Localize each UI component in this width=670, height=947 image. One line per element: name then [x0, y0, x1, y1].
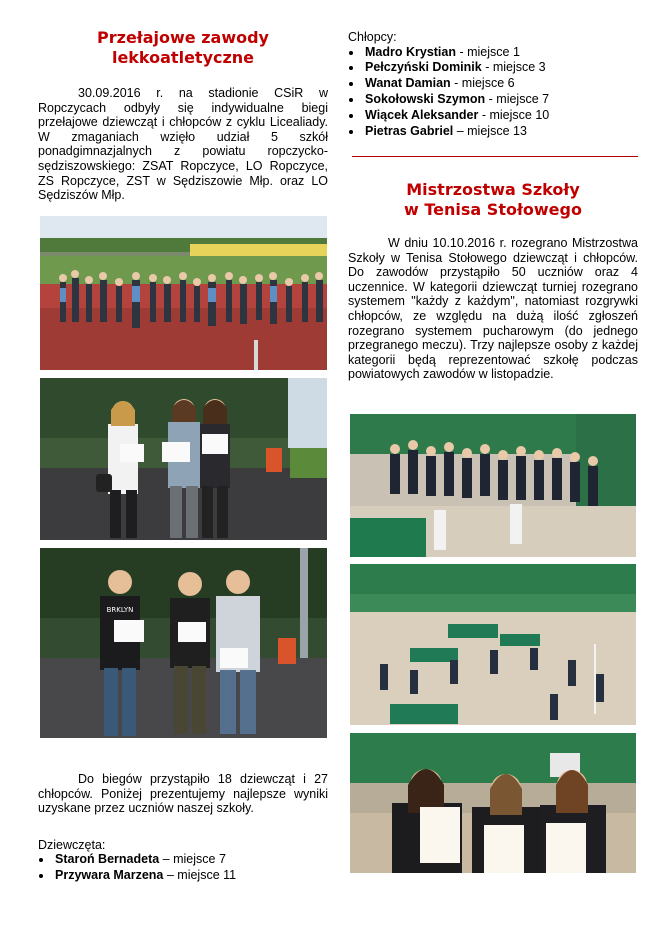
left-column-bottom	[38, 772, 328, 884]
cross-country-title-line1: Przełajowe zawody	[97, 28, 269, 47]
cross-country-intro: 30.09.2016 r. na stadionie CSiR w Ropczycach odbyły się indywidualne biegi przełajowe dziewcząt i chłopców z cyklu Licealiady. W zmaganiach wzięło udział 5 szkół ponadgimnazjalnych z powiatu ropczycko-sędziszowskiego: ZSAT Ropczyce, LO Ropczyce, ZS Ropczyce, ZST w Sędziszowie Młp. oraz LO Sędziszów Młp.	[38, 86, 328, 203]
gym-group-photo	[350, 414, 636, 557]
girls-results-list	[38, 852, 328, 884]
table-tennis-title-line2: w Tenisa Stołowego	[404, 200, 582, 219]
list-item: • Pełczyński Dominik - miejsce 3	[363, 60, 638, 76]
girls-diplomas-photo	[40, 378, 327, 540]
list-item: • Madro Krystian - miejsce 1	[363, 45, 638, 61]
table-tennis-title-line1: Mistrzostwa Szkoły	[406, 180, 580, 199]
boys-heading: Chłopcy:	[348, 30, 397, 44]
table-tennis-intro: W dniu 10.10.2016 r. rozegrano Mistrzostwa Szkoły w Tenisa Stołowego dziewcząt i chłopców. Do zawodów przystąpiło 50 uczniów oraz 4 uczennice. W kategorii dziewcząt turniej rozegrano systemem "każdy z każdym", natomiast rozgrywki chłopców, ze względu na dużą ilość zgłoszeń rozegrano systemem pucharowym (do jednego przegranego meczu). Trzy najlepsze osoby z każdej kategorii będą reprezentować szkołę podczas powiatowych zawodów w listopadzie.	[348, 236, 638, 382]
girls-table-tennis-photo	[350, 733, 636, 873]
stadium-group-photo	[40, 216, 327, 370]
cross-country-title	[38, 28, 328, 68]
list-item: • Staroń Bernadeta – miejsce 7	[53, 852, 328, 868]
table-tennis-title	[348, 180, 638, 220]
boys-results-list	[348, 45, 638, 140]
girls-heading: Dziewczęta:	[38, 837, 106, 852]
left-column	[38, 28, 328, 203]
cross-country-summary: Do biegów przystąpiło 18 dziewcząt i 27 chłopców. Poniżej prezentujemy najlepsze wyniki uzyskane przez uczniów naszej szkoły.	[38, 772, 328, 816]
shirt-print-text: BRKLYN	[106, 606, 134, 614]
table-tennis-section	[348, 180, 638, 382]
gym-tables-photo	[350, 564, 636, 725]
right-column	[348, 28, 638, 139]
list-item: • Wanat Damian - miejsce 6	[363, 76, 638, 92]
list-item: • Pietras Gabriel – miejsce 13	[363, 124, 638, 140]
boys-diplomas-photo	[40, 548, 327, 738]
cross-country-title-line2: lekkoatletyczne	[111, 48, 255, 67]
list-item: • Przywara Marzena – miejsce 11	[53, 868, 328, 884]
list-item: • Sokołowski Szymon - miejsce 7	[363, 92, 638, 108]
section-divider	[352, 156, 638, 157]
list-item: • Wiącek Aleksander - miejsce 10	[363, 108, 638, 124]
